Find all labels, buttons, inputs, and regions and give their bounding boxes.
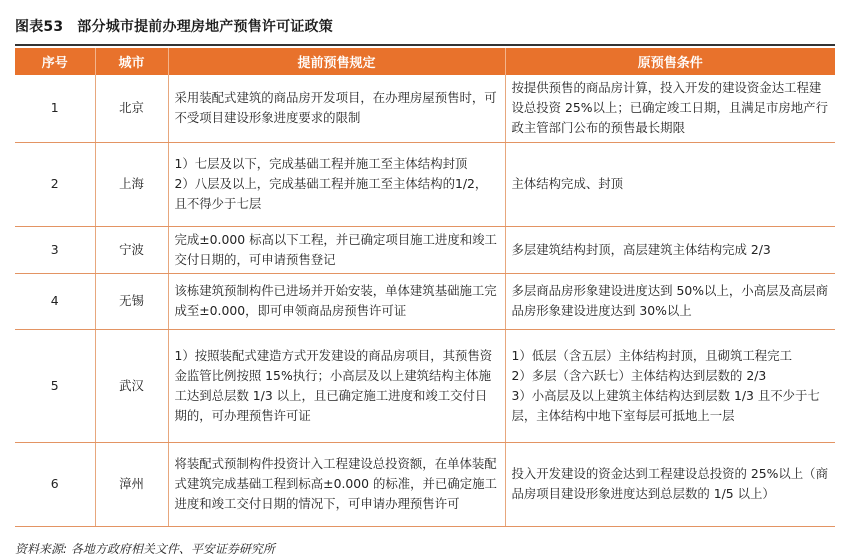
cell-advance-rule	[168, 142, 505, 226]
cell-original-condition	[505, 142, 835, 226]
cell-advance-rule-line: 将装配式预制构件投资计入工程建设总投资额，在单体装配式建筑完成基础工程到标高±0.000 的标准，并已确定施工进度和竣工交付日期的情况下，可申请办理预售许可	[174, 456, 497, 511]
table-body	[15, 75, 835, 526]
cell-advance-rule	[168, 273, 505, 329]
cell-original-condition	[505, 75, 835, 142]
cell-original-condition-line: 2）多层（含六跃七）主体结构达到层数的 2/3	[511, 367, 767, 383]
cell-city	[95, 273, 168, 329]
cell-original-condition-line: 1）低层（含五层）主体结构封顶，且砌筑工程完工	[511, 347, 792, 363]
header-original-condition: 原预售条件	[505, 48, 835, 75]
cell-city	[95, 442, 168, 526]
policy-table	[15, 48, 835, 527]
cell-city-line: 宁波	[119, 241, 144, 257]
cell-no	[15, 273, 95, 329]
cell-advance-rule-line: 完成±0.000 标高以下工程，并已确定项目施工进度和竣工交付日期的，可申请预售登记	[174, 231, 497, 267]
cell-original-condition-line: 投入开发建设的资金达到工程建设总投资的 25%以上（商品房项目建设形象进度达到总层数的 1/5 以上）	[511, 466, 828, 501]
cell-original-condition-line: 主体结构完成、封顶	[511, 176, 624, 191]
cell-no-line: 3	[50, 241, 59, 257]
cell-advance-rule-line: 1）按照装配式建造方式开发建设的商品房项目，其预售资金监管比例按照 15%执行；小高层及以上建筑结构主体施工达到总层数 1/3 以上，且已确定施工进度和竣工交付日期的，可办理预售许可证	[174, 347, 493, 423]
table-row	[15, 226, 835, 273]
cell-advance-rule-line: 1）七层及以下，完成基础工程并施工至主体结构封顶	[174, 156, 468, 171]
cell-advance-rule-line: 该栋建筑预制构件已进场并开始安装，单体建筑基础施工完成至±0.000，即可申领商品房预售许可证	[174, 283, 497, 318]
header-advance-rule: 提前预售规定	[168, 48, 505, 75]
table-row	[15, 329, 835, 442]
cell-advance-rule	[168, 442, 505, 526]
cell-no-line: 2	[50, 176, 59, 191]
cell-city-line: 无锡	[119, 293, 144, 308]
cell-no-line: 1	[50, 100, 59, 116]
title-rule	[15, 44, 835, 46]
cell-advance-rule-line: 采用装配式建筑的商品房开发项目，在办理房屋预售时，可不受项目建设形象进度要求的限制	[174, 90, 497, 126]
cell-original-condition	[505, 442, 835, 526]
figure-label: 图表53	[15, 19, 64, 35]
source-note: 资料来源: 各地方政府相关文件、平安证券研究所	[15, 542, 275, 556]
header-no: 序号	[15, 48, 95, 75]
cell-no	[15, 75, 95, 142]
cell-city	[95, 75, 168, 142]
cell-no	[15, 329, 95, 442]
header-city: 城市	[95, 48, 168, 75]
table-header-row	[15, 48, 835, 75]
cell-city	[95, 329, 168, 442]
cell-original-condition	[505, 226, 835, 273]
cell-original-condition-line: 多层建筑结构封顶，高层建筑主体结构完成 2/3	[511, 241, 771, 257]
cell-no-line: 6	[50, 476, 59, 491]
cell-city-line: 上海	[119, 176, 144, 191]
cell-no	[15, 442, 95, 526]
cell-original-condition	[505, 273, 835, 329]
cell-original-condition-line: 多层商品房形象建设进度达到 50%以上，小高层及高层商品房形象建设进度达到 30%以上	[511, 283, 828, 318]
cell-original-condition-line: 按提供预售的商品房计算，投入开发的建设资金达工程建设总投资 25%以上；已确定竣工日期，且满足市房地产行政主管部门公布的预售最长期限	[511, 80, 828, 136]
cell-city-line: 漳州	[119, 476, 144, 491]
figure-title	[15, 16, 333, 36]
cell-city-line: 北京	[119, 100, 144, 116]
cell-advance-rule	[168, 329, 505, 442]
figure-title-text: 部分城市提前办理房地产预售许可证政策	[77, 19, 333, 35]
cell-no-line: 5	[50, 377, 59, 393]
table-row	[15, 75, 835, 142]
cell-no	[15, 142, 95, 226]
cell-no	[15, 226, 95, 273]
cell-no-line: 4	[50, 293, 59, 308]
cell-advance-rule	[168, 226, 505, 273]
cell-city	[95, 142, 168, 226]
table-row	[15, 442, 835, 526]
cell-advance-rule-line: 2）八层及以上，完成基础工程并施工至主体结构的1/2，且不得少于七层	[174, 176, 488, 211]
cell-original-condition-line: 3）小高层及以上建筑主体结构达到层数 1/3 且不少于七层，主体结构中地下室每层可抵地上一层	[511, 387, 820, 423]
cell-city	[95, 226, 168, 273]
table-row	[15, 142, 835, 226]
cell-city-line: 武汉	[119, 377, 144, 393]
table-row	[15, 273, 835, 329]
cell-original-condition	[505, 329, 835, 442]
cell-advance-rule	[168, 75, 505, 142]
